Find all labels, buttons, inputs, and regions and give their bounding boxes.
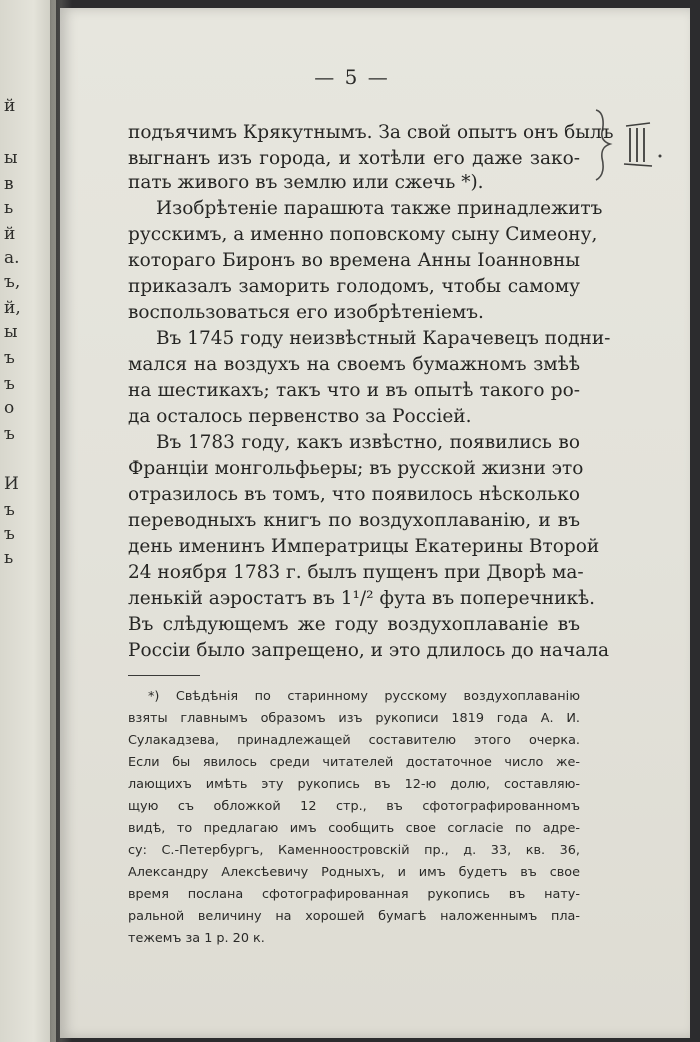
left-page-fragment: ъ [4,374,15,394]
body-text-line: Въ слѣдующемъ же году воздухоплаваніе въ [128,614,580,635]
left-page-fragment: й, [4,298,21,318]
footnote-line: Александру Алексѣевичу Родныхъ, и имъ будетъ въ свое [128,865,580,880]
footnote-line: щую съ обложкой 12 стр., въ сфотографированномъ [128,799,580,814]
body-text-line: Франціи монгольфьеры; въ русской жизни это [128,458,584,479]
body-text-line: мался на воздухъ на своемъ бумажномъ змѣѣ [128,354,580,375]
body-text-line: Въ 1783 году, какъ извѣстно, появились во [156,432,580,453]
footnote-line: взяты главнымъ образомъ изъ рукописи 1819 года А. И. [128,711,580,726]
body-text-line: выгнанъ изъ города, и хотѣли его даже зако- [128,148,580,169]
footnote-divider [128,675,200,676]
body-text-line: русскимъ, а именно поповскому сыну Симеону, [128,224,598,245]
footnote-line: Сулакадзева, принадлежащей составителю этого очерка. [128,733,580,748]
footnote-line: ральной величину на хорошей бумагѣ наложеннымъ пла- [128,909,580,924]
body-text-line: воспользоваться его изобрѣтеніемъ. [128,302,484,323]
left-page-fragment: а. [4,248,20,268]
body-text-line: переводныхъ книгъ по воздухоплаванію, и въ [128,510,580,531]
body-text-line: 24 ноября 1783 г. былъ пущенъ при Дворѣ ма- [128,562,584,583]
left-page-edge [0,0,56,1042]
left-page-fragment: ы [4,148,18,168]
body-text-line: отразилось въ томъ, что появилось нѣсколько [128,484,580,505]
left-page-fragment: ь [4,198,14,218]
footnote-line: время послана сфотографированная рукопись въ нату- [128,887,580,902]
footnote-line: су: С.-Петербургъ, Каменноостровскій пр., д. 33, кв. 36, [128,843,580,858]
left-page-fragment: в [4,174,14,194]
left-page-fragment: й [4,224,16,244]
body-text-line: день именинъ Императрицы Екатерины Второй [128,536,600,557]
book-page [60,8,690,1038]
left-page-fragment: ъ [4,500,15,520]
body-text-line: да осталось первенство за Россіей. [128,406,472,427]
footnote-line: Если бы явилось среди читателей достаточное число же- [128,755,580,770]
page-number: — 5 — [314,65,390,89]
body-text-line: Россіи было запрещено, и это длилось до начала [128,640,609,661]
left-page-fragment: й [4,96,16,116]
footnote-line: видѣ, то предлагаю имъ сообщить свое согласіе по адре- [128,821,580,836]
body-text-line: Изобрѣтеніе парашюта также принадлежитъ [156,198,603,219]
body-text-line: на шестикахъ; такъ что и въ опытѣ такого ро- [128,380,580,401]
body-text-line: котораго Биронъ во времена Анны Іоанновны [128,250,580,271]
body-text-line: приказалъ заморить голодомъ, чтобы самому [128,276,580,297]
left-page-fragment: ъ [4,424,15,444]
left-page-fragment: о [4,398,15,418]
left-page-fragment: И [4,474,19,494]
body-text-line: ленькій аэростатъ въ 1¹/² фута въ поперечникѣ. [128,588,596,609]
handwritten-bracket-annotation [590,106,670,186]
footnote-line: *) Свѣдѣнія по старинному русскому воздухоплаванію [148,689,580,704]
left-page-fragment: ъ [4,348,15,368]
left-page-fragment: ъ, [4,272,21,292]
footnote-line: лающихъ имѣть эту рукопись въ 12-ю долю, составляю- [128,777,580,792]
left-page-fragment: ь [4,548,14,568]
pencil-mark-icon [590,106,670,186]
left-page-fragment: ы [4,322,18,342]
body-text-line: Въ 1745 году неизвѣстный Карачевецъ подни- [156,328,611,349]
footnote-line: тежемъ за 1 р. 20 к. [128,931,265,946]
body-text-line: подъячимъ Крякутнымъ. За свой опытъ онъ былъ [128,122,614,143]
left-page-fragment: ъ [4,524,15,544]
body-text-line: пать живого въ землю или сжечь *). [128,172,484,193]
